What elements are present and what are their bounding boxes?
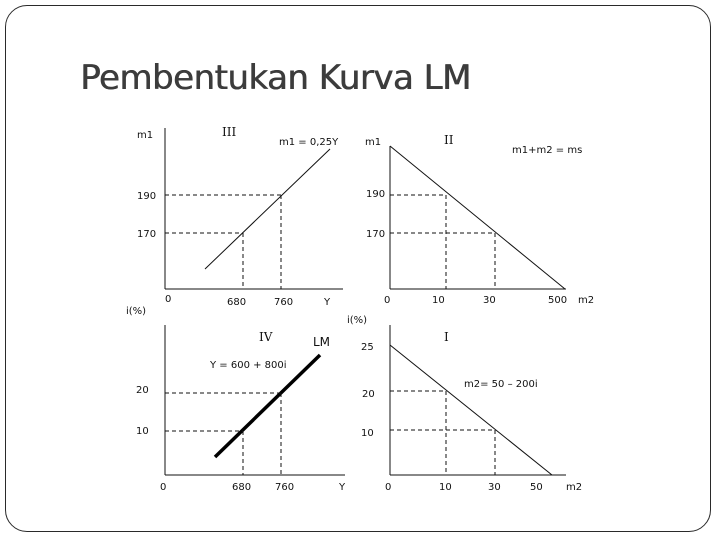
q3-x-axis-label: Y [324,297,331,308]
q4-equation: Y = 600 + 800i [210,360,287,371]
q2-y-tick-190: 190 [366,189,386,200]
q4-x-tick-680: 680 [232,482,252,493]
q1-x-tick-50: 50 [530,482,543,493]
q2-budget-line [390,146,565,289]
quadrant-ii [365,133,594,306]
quadrant-i [347,315,582,493]
q1-y-axis-label: i(%) [347,315,368,326]
q2-origin-label: 0 [384,295,391,306]
q2-numeral: II [444,133,454,147]
q3-y-axis-label: m1 [137,130,154,141]
q4-y-tick-20: 20 [136,385,149,396]
q3-numeral: III [222,125,237,139]
q2-x-tick-500: 500 [548,295,568,306]
q2-x-axis-label: m2 [578,295,595,306]
q3-origin-label: 0 [165,294,172,305]
q4-x-axis-label: Y [339,482,346,493]
q2-equation: m1+m2 = ms [512,145,583,156]
quadrant-iii [137,125,343,308]
q1-x-tick-10: 10 [439,482,452,493]
q2-y-tick-170: 170 [366,229,386,240]
q2-x-tick-30: 30 [483,295,496,306]
q4-x-tick-760: 760 [275,482,295,493]
q1-numeral: I [444,330,449,344]
lm-curve-label: LM [313,335,331,349]
q4-y-tick-10: 10 [136,426,149,437]
q1-y-tick-20: 20 [362,389,375,400]
q1-y-tick-25: 25 [361,342,374,353]
q3-m1-line [205,149,330,269]
quadrant-iv [126,306,346,493]
q1-y-tick-10: 10 [361,428,374,439]
q4-numeral: IV [259,330,273,344]
q1-equation: m2= 50 – 200i [464,379,538,390]
q1-m2-demand-line [390,345,552,475]
q3-y-tick-170: 170 [137,229,157,240]
q1-origin-label: 0 [385,482,392,493]
q3-y-tick-190: 190 [137,191,157,202]
q1-x-tick-30: 30 [488,482,501,493]
q2-y-axis-label: m1 [365,137,382,148]
q2-x-tick-10: 10 [432,295,445,306]
q4-y-axis-label: i(%) [126,306,147,317]
q3-equation: m1 = 0,25Y [279,137,339,148]
q4-origin-label: 0 [160,482,167,493]
q3-x-tick-760: 760 [274,297,294,308]
slide-title: Pembentukan Kurva LM [80,58,471,98]
q1-x-axis-label: m2 [566,482,583,493]
q3-x-tick-680: 680 [227,297,247,308]
